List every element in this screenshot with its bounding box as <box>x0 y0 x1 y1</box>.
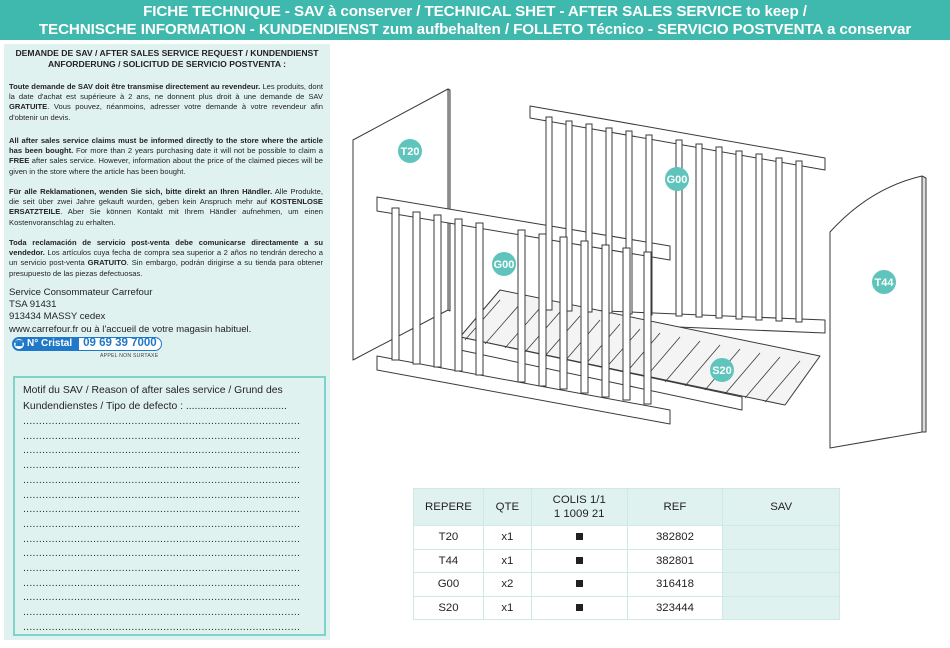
header-sav: SAV <box>723 489 840 526</box>
sav-request-title <box>4 48 330 70</box>
reason-form-line[interactable]: ....................................................................................... <box>23 592 301 604</box>
header-line-2: TECHNISCHE INFORMATION - KUNDENDIENST zum aufbehalten / FOLLETO Técnico - SERVICIO POSTVENTA a conservar <box>38 21 912 38</box>
reason-form-line[interactable]: ....................................................................................... <box>23 474 301 486</box>
reason-form-line[interactable]: ....................................................................................... <box>23 621 301 633</box>
paragraph-french-bold: Toute demande de SAV doit être transmise directement au revendeur. <box>9 82 261 91</box>
header-repere: REPERE <box>414 489 484 526</box>
address-line-3: 913434 MASSY cedex <box>9 311 106 323</box>
cristal-note: APPEL NON SURTAXE <box>100 353 159 359</box>
paragraph-spanish-a: Los artículos cuya fecha de compra sea superior a 2 años no tendrán derecho a un servicio post-venta <box>9 248 323 268</box>
paragraph-english <box>9 136 323 177</box>
paragraph-french-a: Les produits, dont la date d'achat est supérieure à 2 ans, ne donnent plus droit à une demande de SAV <box>9 82 323 102</box>
cell-sav[interactable] <box>723 549 840 573</box>
header-ref: REF <box>627 489 723 526</box>
paragraph-spanish-bold: Toda reclamación de servicio post-venta debe comunicarse directamente a su vendedor. <box>9 238 323 258</box>
header-colis <box>531 489 627 526</box>
reason-form-line[interactable]: ....................................................................................... <box>23 548 301 560</box>
label-g00-front: G00 <box>493 259 515 271</box>
cell-colis <box>531 573 627 597</box>
cristal-badge-label: N° Cristal <box>27 338 73 349</box>
reason-form-box <box>13 376 326 636</box>
address-line-4: www.carrefour.fr ou à l'accueil de votre magasin habituel. <box>9 323 252 335</box>
reason-form-line[interactable]: ....................................................................................... <box>23 563 301 575</box>
reason-form-first-line[interactable]: ................................... <box>185 401 287 412</box>
table-row <box>414 526 840 550</box>
cell-ref: 323444 <box>627 596 723 620</box>
cell-qte: x1 <box>483 526 531 550</box>
label-t44: T44 <box>874 277 894 289</box>
paragraph-french <box>9 82 323 123</box>
cell-ref: 382802 <box>627 526 723 550</box>
cell-ref: 316418 <box>627 573 723 597</box>
cell-qte: x1 <box>483 596 531 620</box>
cell-qte: x1 <box>483 549 531 573</box>
phone-icon: ☎ <box>14 339 24 348</box>
reason-form-line[interactable]: ....................................................................................... <box>23 489 301 501</box>
header-colis-line-1: COLIS 1/1 <box>552 494 606 506</box>
header-banner <box>0 0 950 40</box>
table-row <box>414 596 840 620</box>
paragraph-german-a: Alle Produkte, die seit über zwei Jahre gekauft wurden, geben kein Anspruch mehr auf <box>9 187 323 207</box>
service-address <box>9 287 251 336</box>
reason-form-line[interactable]: ....................................................................................... <box>23 460 301 472</box>
cell-ref: 382801 <box>627 549 723 573</box>
paragraph-german-b: KOSTENLOSE ERSATZTEILE <box>9 197 323 217</box>
reason-form-line[interactable]: ....................................................................................... <box>23 504 301 516</box>
paragraph-spanish <box>9 238 323 279</box>
reason-form-line[interactable]: ....................................................................................... <box>23 416 301 427</box>
paragraph-german-bold: Für alle Reklamationen, wenden Sie sich, bitte direkt an Ihren Händler. <box>9 187 273 196</box>
checked-square-icon <box>576 604 583 611</box>
cell-colis <box>531 596 627 620</box>
cristal-phone-block <box>12 336 162 352</box>
header-colis-line-2: 1 1009 21 <box>553 508 605 520</box>
parts-table-header <box>414 489 840 526</box>
cell-repere: G00 <box>414 573 484 597</box>
paragraph-french-b: GRATUITE <box>9 102 48 112</box>
cot-exploded-drawing <box>345 82 945 454</box>
reason-form-line[interactable]: ....................................................................................... <box>23 607 301 619</box>
cell-colis <box>531 549 627 573</box>
sav-request-title-line-1: DEMANDE DE SAV / AFTER SALES SERVICE REQUEST / KUNDENDIENST <box>15 48 319 58</box>
checked-square-icon <box>576 533 583 540</box>
paragraph-spanish-b: GRATUITO <box>87 258 127 268</box>
cell-repere: S20 <box>414 596 484 620</box>
reason-form-line[interactable]: ....................................................................................... <box>23 577 301 589</box>
label-t20: T20 <box>400 146 420 158</box>
cell-sav[interactable] <box>723 526 840 550</box>
cell-repere: T20 <box>414 526 484 550</box>
reason-form-line[interactable]: ....................................................................................... <box>23 533 301 545</box>
paragraph-english-a: For more than 2 years purchasing date it will not be possible to claim a <box>73 146 323 156</box>
reason-form-title <box>23 383 316 415</box>
paragraph-german-c: . Aber Sie können Kontakt mit Ihrem Händler aufnehmen, um einen Kostenvoranschlag zu erhalten. <box>9 207 323 227</box>
cristal-phone-number: 09 69 39 7000 <box>78 337 162 351</box>
paragraph-french-c: . Vous pouvez, néanmoins, adresser votre demande à votre revendeur afin d'obtenir un devis. <box>9 102 323 122</box>
label-g00-back: G00 <box>666 174 688 186</box>
header-line-1: FICHE TECHNIQUE - SAV à conserver / TECHNICAL SHET - AFTER SALES SERVICE to keep / <box>143 3 807 20</box>
sav-request-title-line-2: ANFORDERUNG / SOLICITUD DE SERVICIO POSTVENTA : <box>47 59 287 69</box>
reason-form-line[interactable]: ....................................................................................... <box>23 445 301 457</box>
table-row <box>414 573 840 597</box>
checked-square-icon <box>576 557 583 564</box>
cell-sav[interactable] <box>723 573 840 597</box>
paragraph-spanish-c: . Sin embargo, podrán dirigirse a su tienda para obtener presupuesto de las piezas defectuosas. <box>9 258 323 278</box>
reason-form-label: Motif du SAV / Reason of after sales service / Grund des Kundendienstes / Tipo de defecto : <box>23 385 283 412</box>
address-line-1: Service Consommateur Carrefour <box>9 287 153 298</box>
label-s20: S20 <box>712 365 732 377</box>
header-qte: QTE <box>483 489 531 526</box>
parts-table <box>413 488 840 620</box>
reason-form-line[interactable]: ....................................................................................... <box>23 518 301 530</box>
paragraph-english-b: FREE <box>9 156 30 166</box>
cell-colis <box>531 526 627 550</box>
cristal-badge <box>12 337 78 351</box>
sav-request-panel <box>4 44 330 640</box>
paragraph-german <box>9 187 323 228</box>
cell-repere: T44 <box>414 549 484 573</box>
reason-form-line[interactable]: ....................................................................................... <box>23 430 301 442</box>
panel-t44 <box>830 176 922 448</box>
table-row <box>414 549 840 573</box>
cell-qte: x2 <box>483 573 531 597</box>
paragraph-english-c: after sales service. However, information about the price of the claimed pieces will be given in the store where the article has been bought. <box>9 156 323 176</box>
cell-sav[interactable] <box>723 596 840 620</box>
address-line-2: TSA 91431 <box>9 299 57 311</box>
checked-square-icon <box>576 580 583 587</box>
paragraph-english-bold: All after sales service claims must be informed directly to the store where the article has been bought. <box>9 136 323 156</box>
